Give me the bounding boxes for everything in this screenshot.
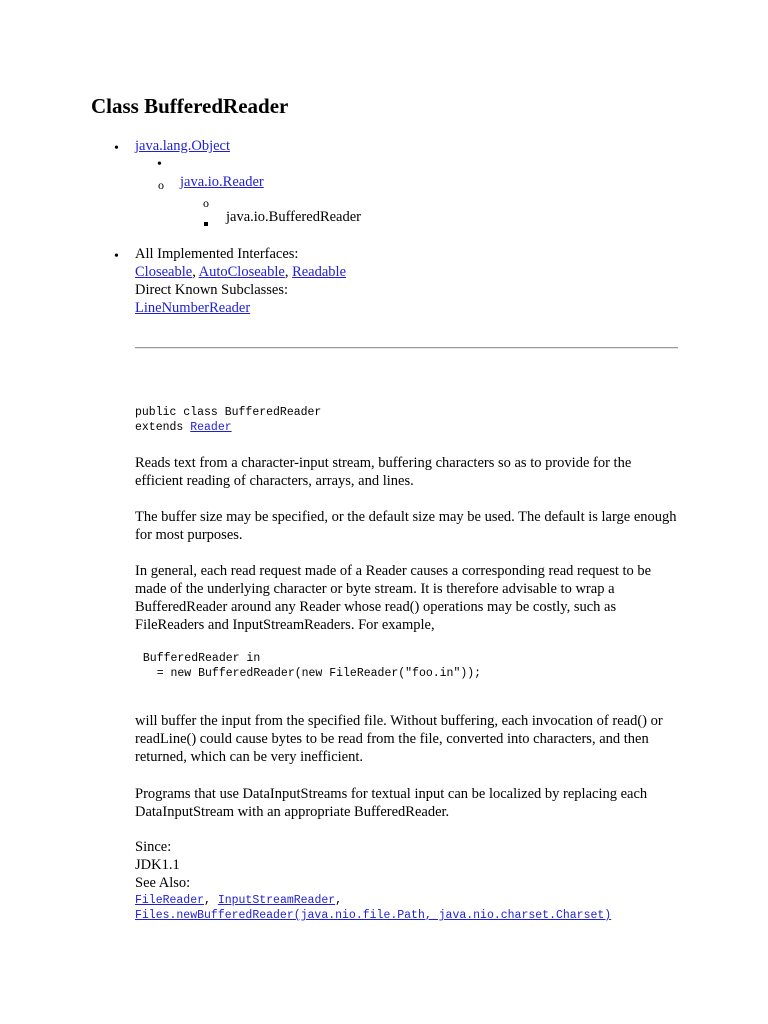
bullet-marker: • [114,249,119,264]
link-filereader[interactable]: FileReader [135,894,205,907]
circle-bullet-marker: o [158,178,164,192]
link-closeable[interactable]: Closeable [135,264,193,280]
since-value: JDK1.1 [135,857,180,873]
list-separator: , [192,264,199,280]
code-line: BufferedReader in [136,652,261,665]
subclasses-label: Direct Known Subclasses: [135,282,289,298]
list-separator: , [204,894,218,907]
list-separator: , [284,264,293,280]
description-paragraph: In general, each read request made of a Reader causes a corresponding read request to be made of the underlying character or byte stream. It is therefore advisable to wrap a BufferedReader around any Reader whose read() operations may be costly, such as FileReaders and InputStreamReaders. For example, [135,563,652,633]
link-linenumberreader[interactable]: LineNumberReader [135,300,251,316]
link-inputstreamreader[interactable]: InputStreamReader [217,894,336,907]
horizontal-divider [135,347,678,349]
bullet-marker: • [114,141,119,156]
see-also-links [135,893,611,923]
code-example [136,651,481,681]
list-separator: , [335,894,343,907]
interfaces-label: All Implemented Interfaces: [135,246,299,262]
description-paragraph: Programs that use DataInputStreams for textual input can be localized by replacing each DataInputStream with an appropriate BufferedReader. [135,786,648,820]
description-paragraph: The buffer size may be specified, or the default size may be used. The default is large enough for most purposes. [135,509,677,543]
current-class-label: java.io.BufferedReader [226,209,362,225]
bullet-marker: • [157,157,162,172]
declaration-line: public class BufferedReader [135,406,322,419]
class-declaration [135,405,321,435]
description-paragraph: Reads text from a character-input stream, buffering characters so as to provide for the efficient reading of characters, arrays, and lines. [135,455,632,489]
interfaces-list [135,263,346,281]
since-label: Since: [135,839,172,855]
link-autocloseable[interactable]: AutoCloseable [198,264,285,280]
link-readable[interactable]: Readable [292,264,347,280]
description-paragraph: will buffer the input from the specified file. Without buffering, each invocation of read() or readLine() could cause bytes to be read from the file, converted into characters, and then returned, which can be very inefficient. [135,713,663,765]
square-bullet-marker [204,213,208,231]
link-files-newbufferedreader[interactable]: Files.newBufferedReader(java.nio.file.Path, java.nio.charset.Charset) [135,909,612,922]
link-reader-superclass[interactable]: Reader [190,421,232,434]
extends-keyword: extends [135,421,191,434]
page-title: Class BufferedReader [91,94,289,118]
link-java-lang-object[interactable]: java.lang.Object [135,138,231,154]
circle-bullet-marker: o [203,196,209,210]
code-line: = new BufferedReader(new FileReader("foo.in")); [136,667,482,680]
link-java-io-reader[interactable]: java.io.Reader [180,174,264,190]
see-also-label: See Also: [135,875,191,891]
